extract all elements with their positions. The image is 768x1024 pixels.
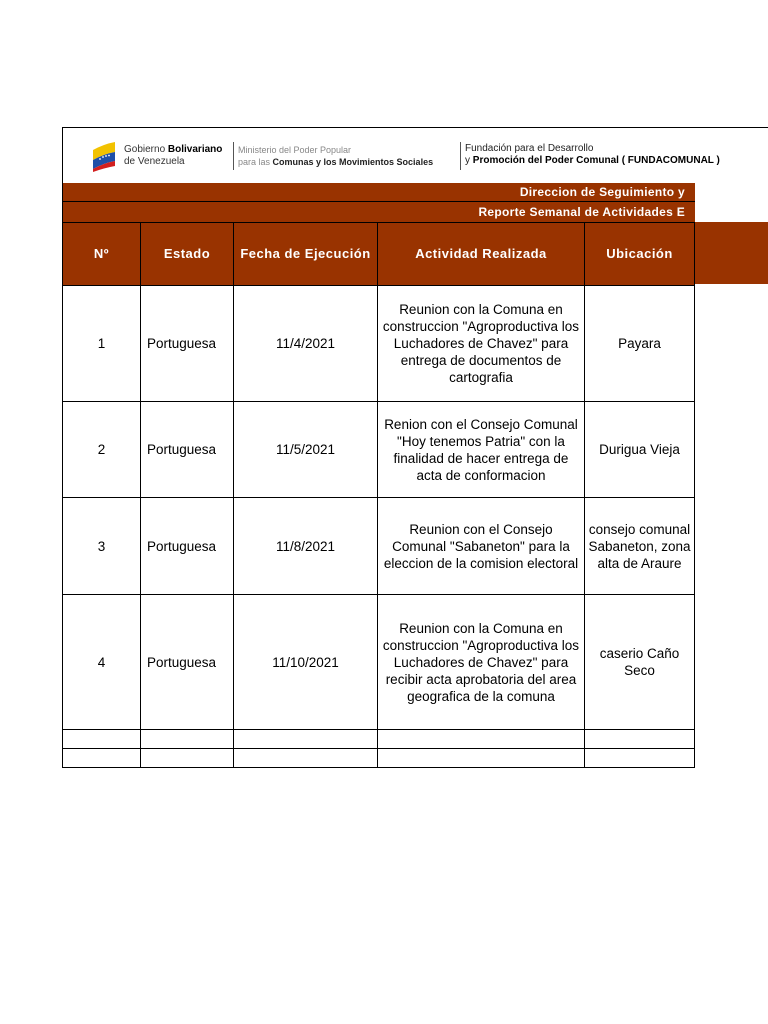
ministry-label: Ministerio del Poder Popular para las Comunas y los Movimientos Sociales xyxy=(238,145,434,167)
divider xyxy=(460,142,461,170)
institutional-banner xyxy=(62,127,768,183)
table-header-row xyxy=(63,223,695,286)
cell-actividad: Reunion con la Comuna en construccion "Agroproductiva los Luchadores de Chavez" para recibir acta aprobatoria del area geografica de la comuna xyxy=(378,595,585,730)
cell-actividad: Reunion con la Comuna en construccion "Agroproductiva los Luchadores de Chavez" para entrega de documentos de cartografia xyxy=(378,286,585,402)
venezuela-flag-logo xyxy=(91,140,117,172)
report-title-1: Direccion de Seguimiento y xyxy=(62,183,695,202)
col-header-ubicacion: Ubicación xyxy=(585,223,695,286)
cell-n: 3 xyxy=(63,498,141,595)
cell-ubicacion: Payara xyxy=(585,286,695,402)
cell-fecha: 11/4/2021 xyxy=(234,286,378,402)
empty-cell xyxy=(234,749,378,768)
empty-cell xyxy=(141,749,234,768)
empty-cell xyxy=(63,730,141,749)
activities-table xyxy=(62,222,695,768)
report-title-2: Reporte Semanal de Actividades E xyxy=(62,202,695,223)
empty-cell xyxy=(585,730,695,749)
cell-n: 1 xyxy=(63,286,141,402)
col-header-n: Nº xyxy=(63,223,141,286)
table-row xyxy=(63,498,695,595)
header-fill-extension xyxy=(695,222,768,284)
cell-n: 4 xyxy=(63,595,141,730)
cell-estado: Portuguesa xyxy=(141,286,234,402)
report-sheet xyxy=(62,127,768,223)
cell-n: 2 xyxy=(63,402,141,498)
cell-fecha: 11/5/2021 xyxy=(234,402,378,498)
cell-ubicacion: caserio Caño Seco xyxy=(585,595,695,730)
cell-actividad: Renion con el Consejo Comunal "Hoy tenemos Patria" con la finalidad de hacer entrega de acta de conformacion xyxy=(378,402,585,498)
table-row xyxy=(63,286,695,402)
cell-actividad: Reunion con el Consejo Comunal "Sabaneton" para la eleccion de la comision electoral xyxy=(378,498,585,595)
empty-cell xyxy=(63,749,141,768)
cell-fecha: 11/10/2021 xyxy=(234,595,378,730)
table-row xyxy=(63,402,695,498)
col-header-estado: Estado xyxy=(141,223,234,286)
cell-estado: Portuguesa xyxy=(141,498,234,595)
cell-ubicacion: Durigua Vieja xyxy=(585,402,695,498)
divider xyxy=(233,142,234,170)
cell-ubicacion: consejo comunal Sabaneton, zona alta de Araure xyxy=(585,498,695,595)
government-label: Gobierno Bolivariano de Venezuela xyxy=(124,144,223,167)
col-header-actividad: Actividad Realizada xyxy=(378,223,585,286)
empty-row xyxy=(63,730,695,749)
empty-row xyxy=(63,749,695,768)
activities-table-container xyxy=(62,222,695,768)
empty-cell xyxy=(378,749,585,768)
table-row xyxy=(63,595,695,730)
foundation-label: Fundación para el Desarrollo y Promoción del Poder Comunal ( FUNDACOMUNAL ) xyxy=(465,143,720,166)
cell-fecha: 11/8/2021 xyxy=(234,498,378,595)
cell-estado: Portuguesa xyxy=(141,595,234,730)
col-header-fecha: Fecha de Ejecución xyxy=(234,223,378,286)
empty-cell xyxy=(234,730,378,749)
empty-cell xyxy=(141,730,234,749)
empty-cell xyxy=(378,730,585,749)
cell-estado: Portuguesa xyxy=(141,402,234,498)
empty-cell xyxy=(585,749,695,768)
